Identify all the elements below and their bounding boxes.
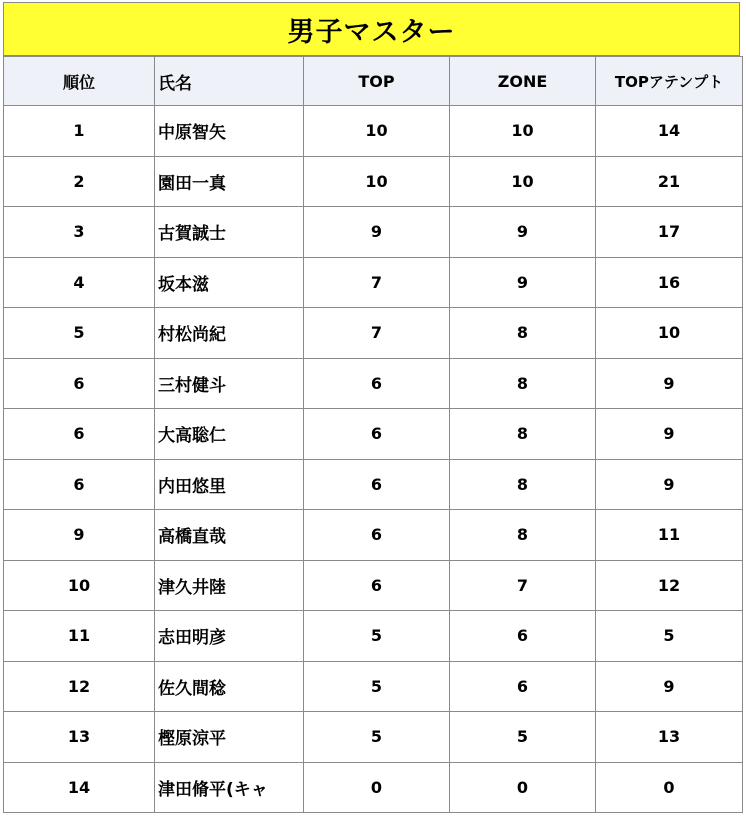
top-cell: 5 <box>304 611 450 662</box>
attempts-cell: 5 <box>596 611 743 662</box>
zone-cell: 5 <box>450 712 596 763</box>
table-row <box>4 560 743 611</box>
rank-cell: 3 <box>4 207 155 258</box>
table-row <box>4 257 743 308</box>
table-row <box>4 409 743 460</box>
name-cell: 志田明彦 <box>155 611 304 662</box>
name-cell: 大高聡仁 <box>155 409 304 460</box>
zone-cell: 8 <box>450 459 596 510</box>
zone-cell: 8 <box>450 409 596 460</box>
table-row <box>4 510 743 561</box>
rank-cell: 14 <box>4 762 155 813</box>
zone-cell: 6 <box>450 661 596 712</box>
name-cell: 佐久間稔 <box>155 661 304 712</box>
rank-cell: 1 <box>4 106 155 157</box>
attempts-cell: 16 <box>596 257 743 308</box>
zone-cell: 8 <box>450 358 596 409</box>
rank-cell: 12 <box>4 661 155 712</box>
attempts-cell: 0 <box>596 762 743 813</box>
header-zone: ZONE <box>450 57 596 106</box>
rank-cell: 13 <box>4 712 155 763</box>
zone-cell: 9 <box>450 207 596 258</box>
results-table <box>3 56 743 813</box>
table-row <box>4 459 743 510</box>
top-cell: 6 <box>304 560 450 611</box>
name-cell: 坂本滋 <box>155 257 304 308</box>
results-sheet <box>3 2 743 813</box>
table-row <box>4 712 743 763</box>
rank-cell: 2 <box>4 156 155 207</box>
top-cell: 10 <box>304 156 450 207</box>
table-row <box>4 661 743 712</box>
table-row <box>4 106 743 157</box>
header-top-attempts: TOPアテンプト <box>596 57 743 106</box>
rank-cell: 9 <box>4 510 155 561</box>
attempts-cell: 21 <box>596 156 743 207</box>
results-table-header <box>4 57 743 106</box>
results-table-body <box>4 106 743 813</box>
zone-cell: 6 <box>450 611 596 662</box>
zone-cell: 10 <box>450 156 596 207</box>
name-cell: 園田一真 <box>155 156 304 207</box>
name-cell: 中原智矢 <box>155 106 304 157</box>
zone-cell: 7 <box>450 560 596 611</box>
attempts-cell: 13 <box>596 712 743 763</box>
name-cell: 津田脩平(キャ <box>155 762 304 813</box>
rank-cell: 10 <box>4 560 155 611</box>
header-name: 氏名 <box>155 57 304 106</box>
top-cell: 9 <box>304 207 450 258</box>
table-row <box>4 611 743 662</box>
rank-cell: 6 <box>4 409 155 460</box>
table-row <box>4 207 743 258</box>
attempts-cell: 10 <box>596 308 743 359</box>
top-cell: 6 <box>304 409 450 460</box>
attempts-cell: 14 <box>596 106 743 157</box>
top-cell: 6 <box>304 358 450 409</box>
top-cell: 7 <box>304 257 450 308</box>
top-cell: 7 <box>304 308 450 359</box>
table-row <box>4 762 743 813</box>
name-cell: 樫原涼平 <box>155 712 304 763</box>
attempts-cell: 9 <box>596 358 743 409</box>
header-top: TOP <box>304 57 450 106</box>
attempts-cell: 9 <box>596 661 743 712</box>
header-rank: 順位 <box>4 57 155 106</box>
top-cell: 0 <box>304 762 450 813</box>
attempts-cell: 9 <box>596 459 743 510</box>
name-cell: 内田悠里 <box>155 459 304 510</box>
table-row <box>4 358 743 409</box>
name-cell: 三村健斗 <box>155 358 304 409</box>
rank-cell: 4 <box>4 257 155 308</box>
zone-cell: 9 <box>450 257 596 308</box>
top-cell: 5 <box>304 661 450 712</box>
zone-cell: 10 <box>450 106 596 157</box>
zone-cell: 8 <box>450 308 596 359</box>
table-row <box>4 156 743 207</box>
attempts-cell: 9 <box>596 409 743 460</box>
top-cell: 6 <box>304 459 450 510</box>
rank-cell: 6 <box>4 358 155 409</box>
attempts-cell: 17 <box>596 207 743 258</box>
rank-cell: 5 <box>4 308 155 359</box>
top-cell: 10 <box>304 106 450 157</box>
rank-cell: 6 <box>4 459 155 510</box>
attempts-cell: 11 <box>596 510 743 561</box>
attempts-cell: 12 <box>596 560 743 611</box>
table-row <box>4 308 743 359</box>
name-cell: 津久井陸 <box>155 560 304 611</box>
name-cell: 村松尚紀 <box>155 308 304 359</box>
sheet-title: 男子マスター <box>3 2 740 56</box>
header-row <box>4 57 743 106</box>
rank-cell: 11 <box>4 611 155 662</box>
name-cell: 高橋直哉 <box>155 510 304 561</box>
name-cell: 古賀誠士 <box>155 207 304 258</box>
top-cell: 5 <box>304 712 450 763</box>
zone-cell: 0 <box>450 762 596 813</box>
top-cell: 6 <box>304 510 450 561</box>
zone-cell: 8 <box>450 510 596 561</box>
